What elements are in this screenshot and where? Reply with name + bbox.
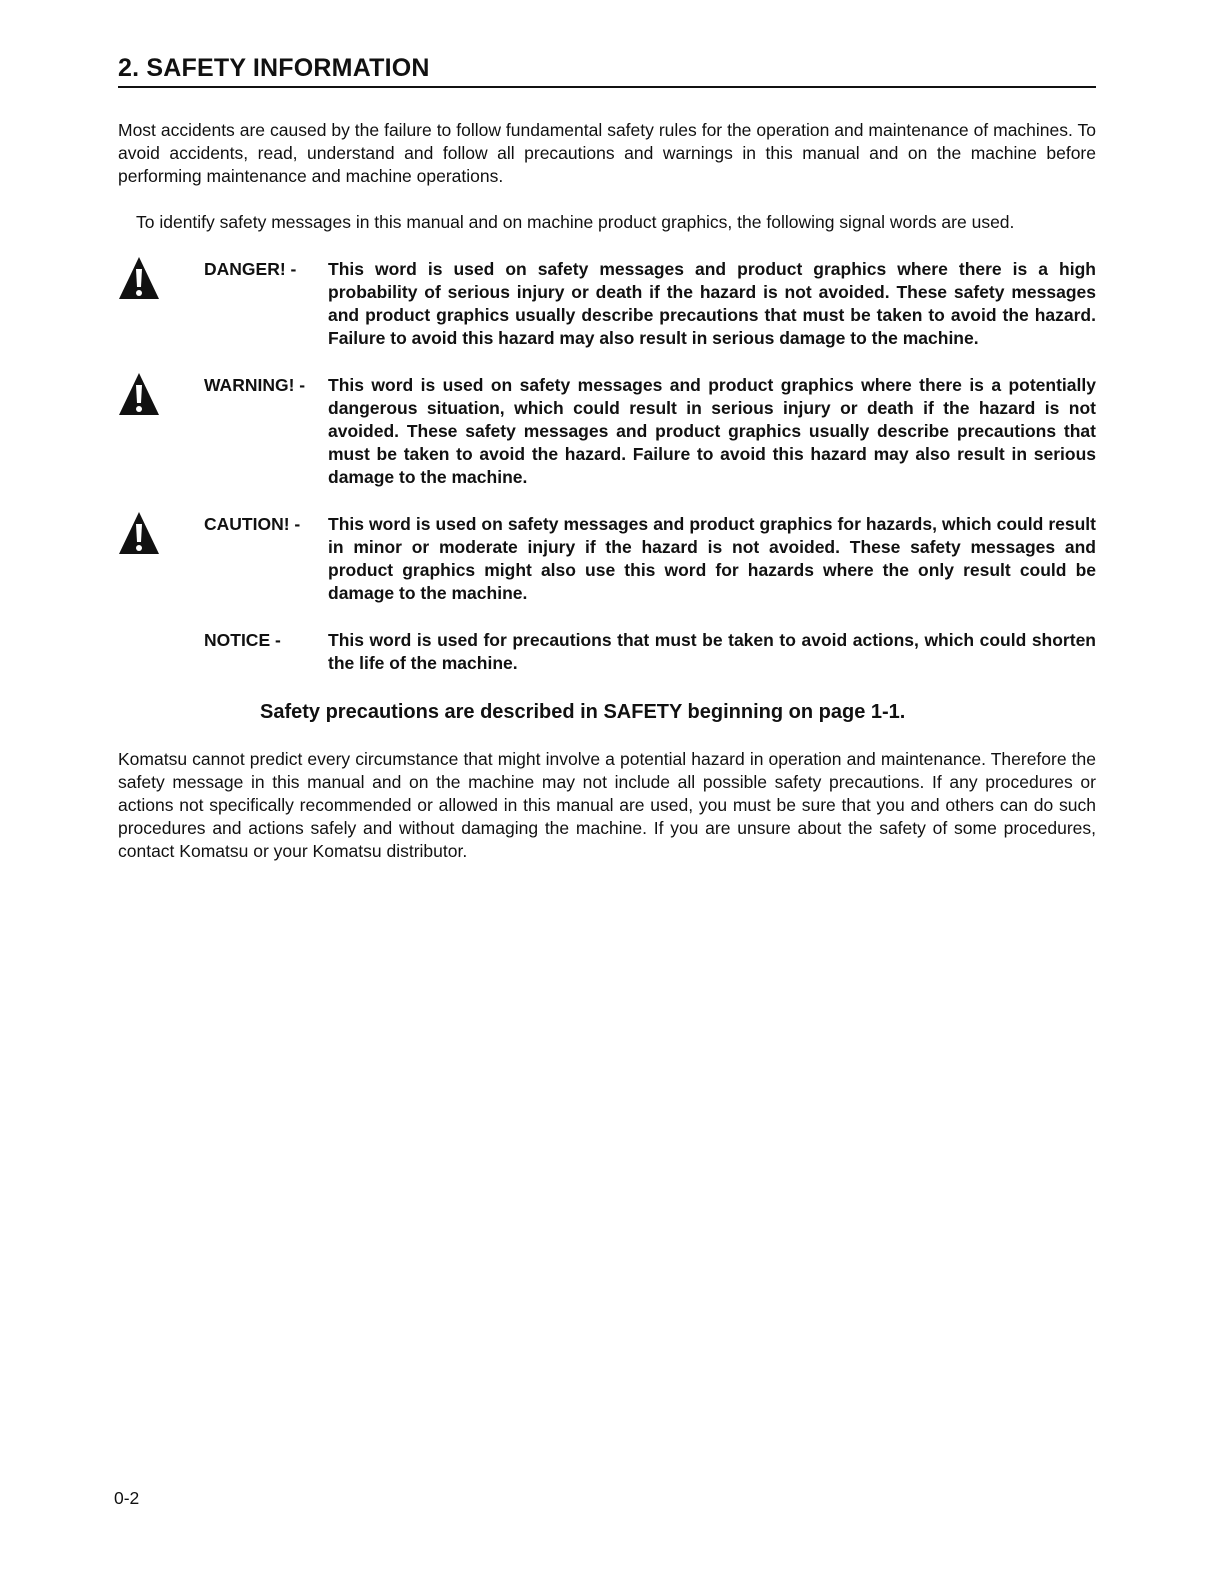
signal-word-label: DANGER! -	[204, 259, 297, 279]
signal-word-label: NOTICE -	[204, 630, 281, 650]
signal-word-description: This word is used on safety messages and product graphics where there is a high probability of serious injury or death if the hazard is not avoided. These safety messages and product graphics usually describe precautions that must be taken to avoid the hazard. Failure to avoid this hazard may also result in serious damage to the machine.	[328, 259, 1096, 348]
signal-word-label: WARNING! -	[204, 375, 306, 395]
warning-triangle-icon	[117, 371, 161, 417]
signal-danger	[118, 258, 1096, 350]
section-heading: 2. SAFETY INFORMATION	[118, 54, 1096, 88]
signal-word-description: This word is used on safety messages and product graphics for hazards, which could result in minor or moderate injury if the hazard is not avoided. These safety messages and product graphics might also use this word for hazards where the only result could be damage to the machine.	[328, 514, 1096, 603]
signal-word-label: CAUTION! -	[204, 514, 301, 534]
intro-paragraph: Most accidents are caused by the failure to follow fundamental safety rules for the operation and maintenance of machines. To avoid accidents, read, understand and follow all precautions and warnings in this manual and on the machine before performing maintenance and machine operations.	[118, 120, 1096, 186]
signal-words-intro: To identify safety messages in this manual and on machine product graphics, the following signal words are used.	[136, 212, 1015, 232]
signal-word-description: This word is used on safety messages and product graphics where there is a potentially dangerous situation, which could result in serious injury or death if the hazard is not avoided. These safety messages and product graphics usually describe precautions that must be taken to avoid the hazard. Failure to avoid this hazard may also result in serious damage to the machine.	[328, 375, 1096, 487]
document-page	[118, 54, 1096, 863]
warning-triangle-icon	[117, 255, 161, 301]
page-number: 0-2	[114, 1488, 140, 1508]
signal-notice	[118, 629, 1096, 675]
signal-word-list	[118, 258, 1096, 675]
signal-word-description: This word is used for precautions that must be taken to avoid actions, which could shorten the life of the machine.	[328, 630, 1096, 673]
signal-caution	[118, 513, 1096, 605]
warning-triangle-icon	[117, 510, 161, 556]
signal-warning	[118, 374, 1096, 489]
safety-callout: Safety precautions are described in SAFETY beginning on page 1-1.	[260, 701, 906, 723]
closing-paragraph: Komatsu cannot predict every circumstance that might involve a potential hazard in operation and maintenance. Therefore the safety message in this manual and on the machine may not include all possible safety precautions. If any procedures or actions not specifically recommended or allowed in this manual are used, you must be sure that you and others can do such procedures and actions safely and without damaging the machine. If you are unsure about the safety of some procedures, contact Komatsu or your Komatsu distributor.	[118, 749, 1096, 861]
